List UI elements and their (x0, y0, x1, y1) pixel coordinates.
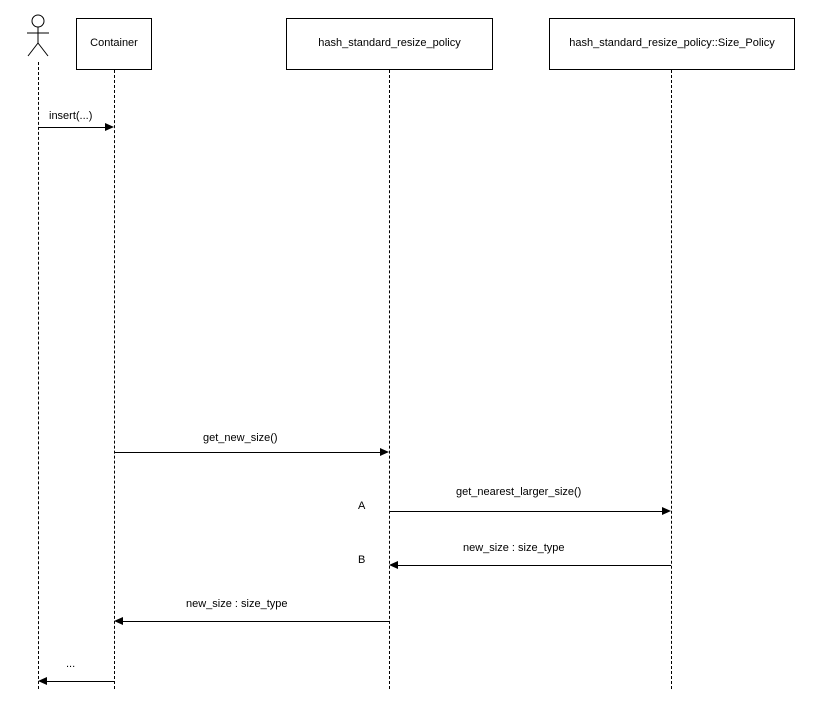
message-marker-a: A (358, 500, 366, 512)
message-label-get-new-size: get_new_size() (203, 432, 278, 444)
lifeline-label-size-policy: hash_standard_resize_policy::Size_Policy (569, 37, 775, 50)
message-label-insert: insert(...) (49, 110, 93, 122)
lifeline-box-container (76, 18, 152, 70)
message-marker-b: B (358, 554, 366, 566)
message-arrow-get-new-size (380, 448, 389, 456)
message-label-new-size-return-outer: new_size : size_type (186, 598, 288, 610)
lifeline-box-size-policy (549, 18, 795, 70)
message-arrow-new-size-return-inner (389, 561, 398, 569)
lifeline-label-container: Container (90, 37, 138, 50)
message-line-insert (38, 127, 105, 128)
lifeline-dash-policy (389, 70, 390, 689)
message-arrow-new-size-return-outer (114, 617, 123, 625)
message-line-ellipsis-return (47, 681, 114, 682)
lifeline-dash-size-policy (671, 70, 672, 689)
message-arrow-ellipsis-return (38, 677, 47, 685)
message-line-get-new-size (114, 452, 380, 453)
message-line-new-size-return-inner (398, 565, 671, 566)
message-line-get-nearest-larger-size (389, 511, 662, 512)
message-label-new-size-return-inner: new_size : size_type (463, 542, 565, 554)
message-arrow-insert (105, 123, 114, 131)
lifeline-dash-actor (38, 62, 39, 689)
lifeline-label-policy: hash_standard_resize_policy (318, 37, 461, 50)
lifeline-dash-container (114, 70, 115, 689)
actor-icon (22, 14, 56, 63)
message-label-get-nearest-larger-size: get_nearest_larger_size() (456, 486, 582, 498)
message-arrow-get-nearest-larger-size (662, 507, 671, 515)
message-line-new-size-return-outer (123, 621, 389, 622)
lifeline-box-policy (286, 18, 493, 70)
message-label-ellipsis-return: ... (66, 658, 76, 670)
